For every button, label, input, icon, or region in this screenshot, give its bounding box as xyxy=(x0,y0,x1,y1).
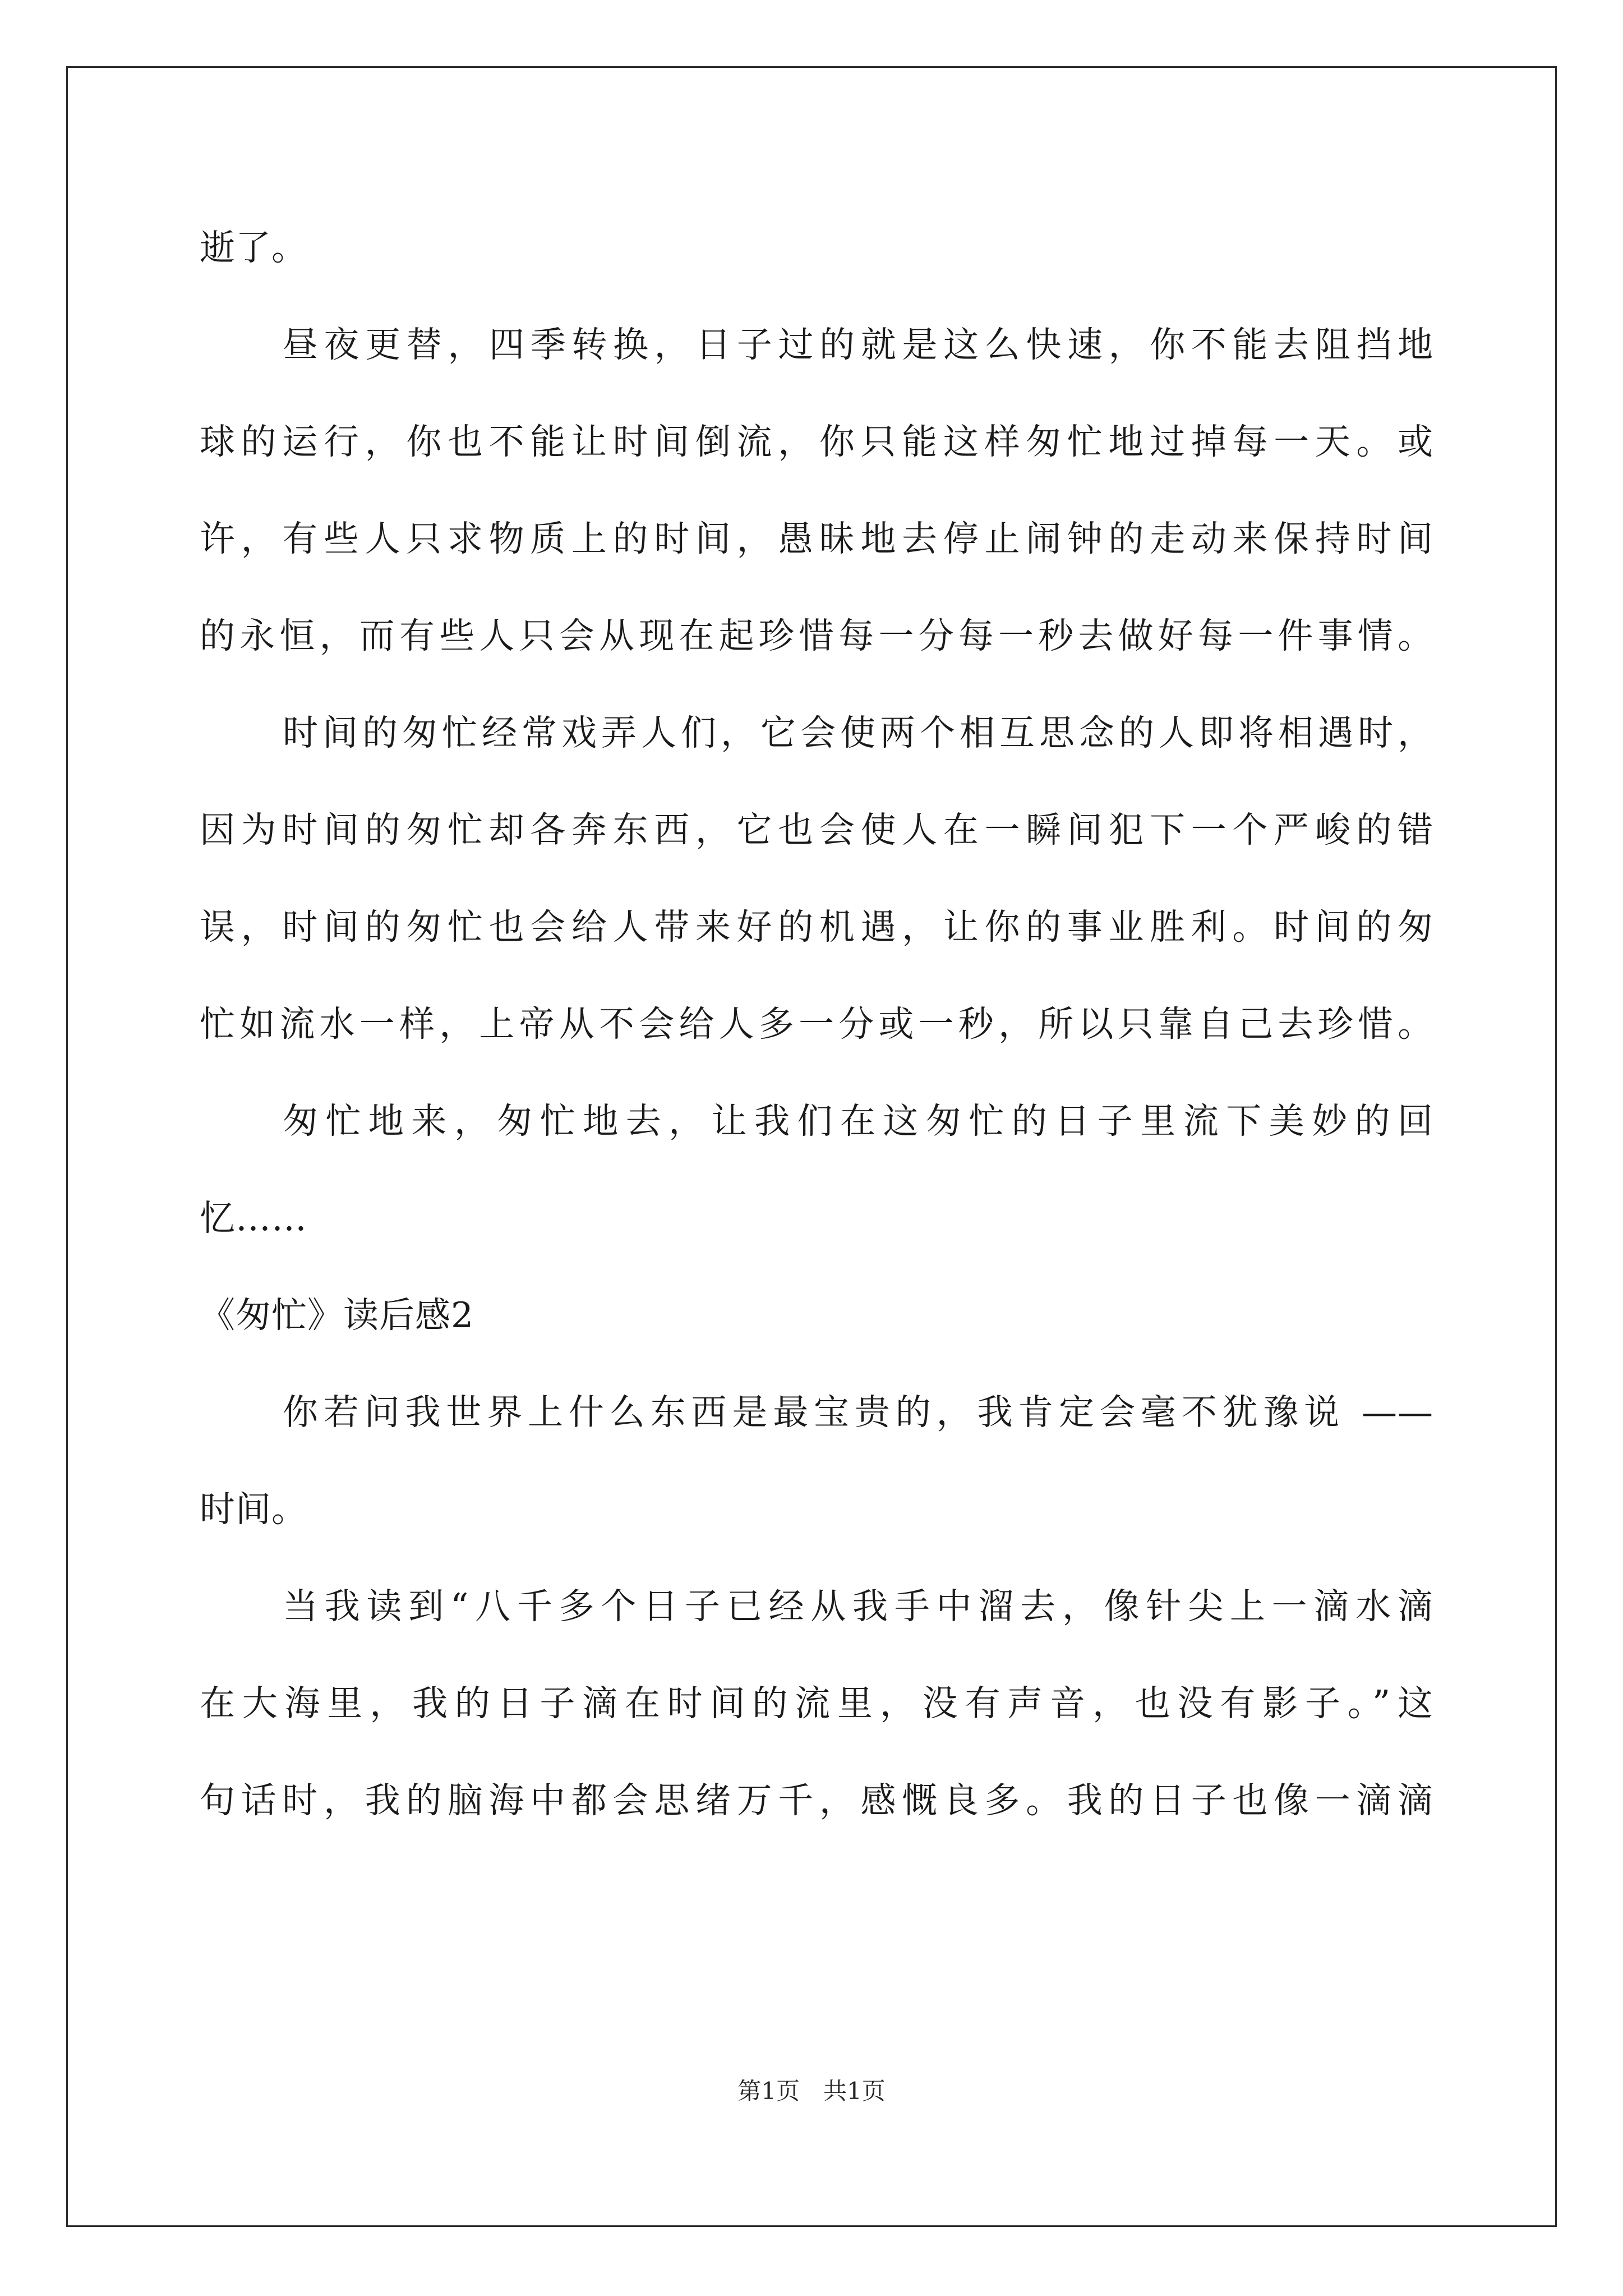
paragraph-line: 在大海里，我的日子滴在时间的流里，没有声音，也没有影子。”这 xyxy=(200,1683,1433,1724)
text-line: 逝了。 xyxy=(200,227,307,268)
paragraph-line: 的永恒，而有些人只会从现在起珍惜每一分每一秒去做好每一件事情。 xyxy=(200,615,1433,656)
paragraph-line: 因为时间的匆忙却各奔东西，它也会使人在一瞬间犯下一个严峻的错 xyxy=(200,809,1433,850)
page-border xyxy=(66,66,1557,2227)
paragraph-line: 你若问我世界上什么东西是最宝贵的，我肯定会毫不犹豫说 —— xyxy=(283,1392,1433,1433)
paragraph-line: 球的运行，你也不能让时间倒流，你只能这样匆忙地过掉每一天。或 xyxy=(200,421,1433,462)
paragraph-line: 匆忙地来，匆忙地去，让我们在这匆忙的日子里流下美妙的回 xyxy=(283,1101,1433,1142)
paragraph-line: 时间。 xyxy=(200,1489,307,1530)
paragraph-line: 昼夜更替，四季转换，日子过的就是这么快速，你不能去阻挡地 xyxy=(283,324,1433,365)
paragraph-line: 许，有些人只求物质上的时间，愚昧地去停止闹钟的走动来保持时间 xyxy=(200,518,1433,559)
paragraph-line: 时间的匆忙经常戏弄人们，它会使两个相互思念的人即将相遇时， xyxy=(283,712,1433,753)
paragraph-line: 当我读到“八千多个日子已经从我手中溜去，像针尖上一滴水滴 xyxy=(283,1586,1433,1627)
paragraph-line: 误，时间的匆忙也会给人带来好的机遇，让你的事业胜利。时间的匆 xyxy=(200,907,1433,947)
paragraph-line: 忆…… xyxy=(200,1198,307,1239)
page-number: 第1页 共1页 xyxy=(737,2077,886,2105)
section-heading: 《匆忙》读后感2 xyxy=(200,1295,474,1336)
paragraph-line: 忙如流水一样，上帝从不会给人多一分或一秒，所以只靠自己去珍惜。 xyxy=(200,1004,1433,1045)
paragraph-line: 句话时，我的脑海中都会思绪万千，感慨良多。我的日子也像一滴滴 xyxy=(200,1780,1433,1821)
